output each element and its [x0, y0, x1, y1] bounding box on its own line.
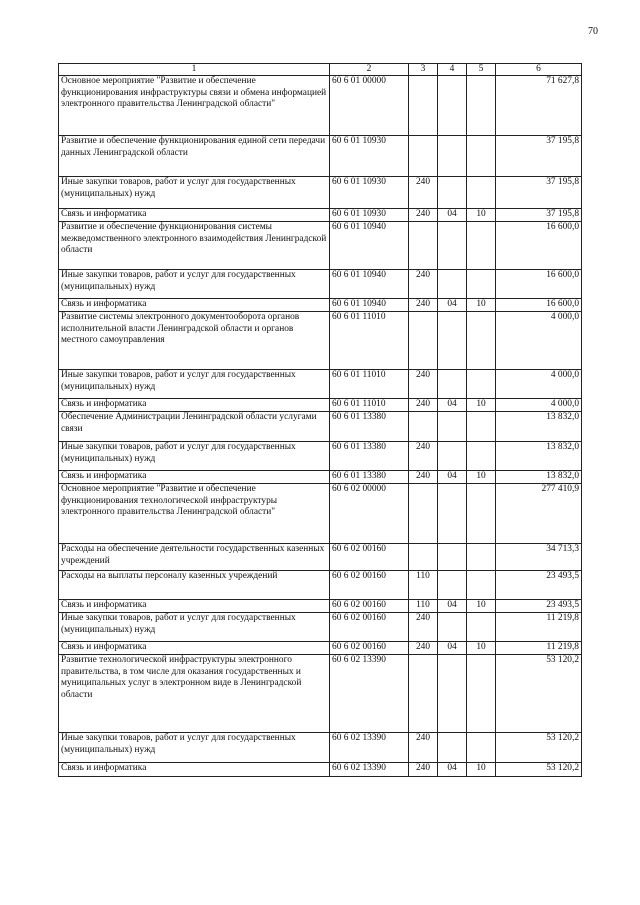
table-row [59, 655, 582, 733]
row-col3 [409, 136, 438, 177]
row-col3: 110 [409, 600, 438, 613]
row-col5: 10 [467, 471, 496, 484]
row-col3: 240 [409, 270, 438, 299]
row-amount: 37 195,8 [496, 209, 582, 222]
row-name: Иные закупки товаров, работ и услуг для государственных (муниципальных) нужд [59, 177, 330, 209]
row-code: 60 6 02 13390 [330, 763, 409, 777]
row-col4 [438, 412, 467, 442]
row-col3: 240 [409, 370, 438, 399]
row-name: Обеспечение Администрации Ленинградской области услугами связи [59, 412, 330, 442]
row-col5 [467, 571, 496, 600]
row-col5 [467, 733, 496, 763]
row-col3: 240 [409, 642, 438, 655]
table-row [59, 209, 582, 222]
row-amount: 37 195,8 [496, 177, 582, 209]
row-amount: 16 600,0 [496, 222, 582, 270]
row-name: Связь и информатика [59, 209, 330, 222]
row-amount: 4 000,0 [496, 312, 582, 370]
row-amount: 16 600,0 [496, 270, 582, 299]
row-col4 [438, 222, 467, 270]
column-header: 3 [409, 64, 438, 76]
row-name: Развитие и обеспечение функционирования единой сети передачи данных Ленинградской области [59, 136, 330, 177]
row-amount: 23 493,5 [496, 571, 582, 600]
row-col3: 110 [409, 571, 438, 600]
row-name: Иные закупки товаров, работ и услуг для государственных (муниципальных) нужд [59, 733, 330, 763]
row-col3: 240 [409, 209, 438, 222]
row-name: Развитие и обеспечение функционирования системы межведомственного электронного взаимодействия Ленинградской области [59, 222, 330, 270]
row-col4 [438, 136, 467, 177]
row-col5 [467, 76, 496, 136]
row-name: Иные закупки товаров, работ и услуг для государственных (муниципальных) нужд [59, 270, 330, 299]
row-code: 60 6 01 11010 [330, 312, 409, 370]
row-amount: 23 493,5 [496, 600, 582, 613]
row-amount: 11 219,8 [496, 613, 582, 642]
row-code: 60 6 02 13390 [330, 655, 409, 733]
row-col3: 240 [409, 763, 438, 777]
row-col5 [467, 484, 496, 544]
row-col5: 10 [467, 642, 496, 655]
budget-table [58, 63, 582, 777]
row-col4: 04 [438, 600, 467, 613]
row-col5: 10 [467, 299, 496, 312]
row-col4 [438, 270, 467, 299]
row-amount: 16 600,0 [496, 299, 582, 312]
row-col3 [409, 412, 438, 442]
row-code: 60 6 02 00000 [330, 484, 409, 544]
row-col5 [467, 312, 496, 370]
row-name: Развитие системы электронного документооборота органов исполнительной власти Ленинградской области и органов местного самоуправления [59, 312, 330, 370]
row-name: Развитие технологической инфраструктуры электронного правительства, в том числе для оказания государственных и муниципальных услуг в электронном виде в Ленинградской области [59, 655, 330, 733]
row-col4 [438, 442, 467, 471]
table-row [59, 733, 582, 763]
row-col5 [467, 222, 496, 270]
row-name: Связь и информатика [59, 642, 330, 655]
row-amount: 37 195,8 [496, 136, 582, 177]
row-name: Основное мероприятие "Развитие и обеспечение функционирования технологической инфраструктуры электронного правительства Ленинградской области" [59, 484, 330, 544]
table-row [59, 412, 582, 442]
row-name: Расходы на обеспечение деятельности государственных казенных учреждений [59, 544, 330, 571]
row-col3: 240 [409, 733, 438, 763]
row-col5 [467, 136, 496, 177]
row-code: 60 6 02 00160 [330, 571, 409, 600]
row-col5 [467, 655, 496, 733]
row-amount: 13 832,0 [496, 442, 582, 471]
row-col5: 10 [467, 209, 496, 222]
table-row [59, 471, 582, 484]
row-name: Иные закупки товаров, работ и услуг для государственных (муниципальных) нужд [59, 613, 330, 642]
table-header-row [59, 64, 582, 76]
row-name: Иные закупки товаров, работ и услуг для государственных (муниципальных) нужд [59, 442, 330, 471]
row-col4: 04 [438, 763, 467, 777]
table-row [59, 370, 582, 399]
row-col4: 04 [438, 642, 467, 655]
row-col5: 10 [467, 600, 496, 613]
table-row [59, 399, 582, 412]
row-col3 [409, 312, 438, 370]
column-header: 2 [330, 64, 409, 76]
table-row [59, 571, 582, 600]
row-code: 60 6 01 00000 [330, 76, 409, 136]
row-col3 [409, 655, 438, 733]
row-name: Расходы на выплаты персоналу казенных учреждений [59, 571, 330, 600]
column-header: 5 [467, 64, 496, 76]
row-col3: 240 [409, 399, 438, 412]
table-row [59, 270, 582, 299]
row-code: 60 6 01 13380 [330, 412, 409, 442]
row-col3: 240 [409, 442, 438, 471]
row-name: Основное мероприятие "Развитие и обеспечение функционирования инфраструктуры связи и обмена информацией электронного правительства Ленинградской области" [59, 76, 330, 136]
row-code: 60 6 02 00160 [330, 642, 409, 655]
row-col4 [438, 484, 467, 544]
row-amount: 53 120,2 [496, 655, 582, 733]
row-col4 [438, 177, 467, 209]
table-row [59, 763, 582, 777]
row-col3: 240 [409, 613, 438, 642]
row-col5 [467, 613, 496, 642]
row-name: Связь и информатика [59, 399, 330, 412]
row-col4: 04 [438, 209, 467, 222]
table-row [59, 312, 582, 370]
row-col4 [438, 613, 467, 642]
row-code: 60 6 01 10940 [330, 299, 409, 312]
page-number: 70 [588, 26, 598, 37]
row-col4: 04 [438, 299, 467, 312]
row-col3: 240 [409, 471, 438, 484]
row-col4 [438, 544, 467, 571]
row-col3: 240 [409, 299, 438, 312]
table-row [59, 299, 582, 312]
row-name: Связь и информатика [59, 600, 330, 613]
row-code: 60 6 01 10940 [330, 222, 409, 270]
row-col3 [409, 544, 438, 571]
table-row [59, 136, 582, 177]
row-code: 60 6 02 00160 [330, 544, 409, 571]
table-row [59, 544, 582, 571]
row-name: Связь и информатика [59, 299, 330, 312]
row-code: 60 6 01 10930 [330, 177, 409, 209]
row-col5: 10 [467, 763, 496, 777]
row-code: 60 6 01 10940 [330, 270, 409, 299]
row-amount: 4 000,0 [496, 370, 582, 399]
table-row [59, 76, 582, 136]
row-code: 60 6 01 10930 [330, 209, 409, 222]
row-amount: 4 000,0 [496, 399, 582, 412]
row-code: 60 6 01 11010 [330, 370, 409, 399]
row-col4 [438, 370, 467, 399]
row-code: 60 6 01 13380 [330, 442, 409, 471]
row-col3 [409, 484, 438, 544]
row-amount: 13 832,0 [496, 471, 582, 484]
row-col5 [467, 442, 496, 471]
row-col5 [467, 544, 496, 571]
row-col4: 04 [438, 399, 467, 412]
table-row [59, 177, 582, 209]
row-col4: 04 [438, 471, 467, 484]
row-amount: 71 627,8 [496, 76, 582, 136]
column-header: 4 [438, 64, 467, 76]
row-code: 60 6 01 10930 [330, 136, 409, 177]
row-col5: 10 [467, 399, 496, 412]
row-col5 [467, 270, 496, 299]
column-header: 6 [496, 64, 582, 76]
row-col4 [438, 733, 467, 763]
row-name: Связь и информатика [59, 763, 330, 777]
table-row [59, 222, 582, 270]
row-col4 [438, 655, 467, 733]
row-amount: 34 713,3 [496, 544, 582, 571]
row-col4 [438, 571, 467, 600]
table-row [59, 484, 582, 544]
table-row [59, 600, 582, 613]
row-amount: 53 120,2 [496, 763, 582, 777]
row-col5 [467, 370, 496, 399]
row-code: 60 6 01 11010 [330, 399, 409, 412]
row-code: 60 6 02 13390 [330, 733, 409, 763]
row-amount: 11 219,8 [496, 642, 582, 655]
row-name: Связь и информатика [59, 471, 330, 484]
column-header: 1 [59, 64, 330, 76]
row-col5 [467, 412, 496, 442]
row-col3 [409, 222, 438, 270]
row-col4 [438, 76, 467, 136]
row-col3 [409, 76, 438, 136]
table-row [59, 642, 582, 655]
row-name: Иные закупки товаров, работ и услуг для государственных (муниципальных) нужд [59, 370, 330, 399]
table-row [59, 613, 582, 642]
row-col5 [467, 177, 496, 209]
table-row [59, 442, 582, 471]
row-code: 60 6 01 13380 [330, 471, 409, 484]
row-amount: 13 832,0 [496, 412, 582, 442]
row-amount: 53 120,2 [496, 733, 582, 763]
row-amount: 277 410,9 [496, 484, 582, 544]
row-col4 [438, 312, 467, 370]
row-code: 60 6 02 00160 [330, 613, 409, 642]
row-col3: 240 [409, 177, 438, 209]
row-code: 60 6 02 00160 [330, 600, 409, 613]
